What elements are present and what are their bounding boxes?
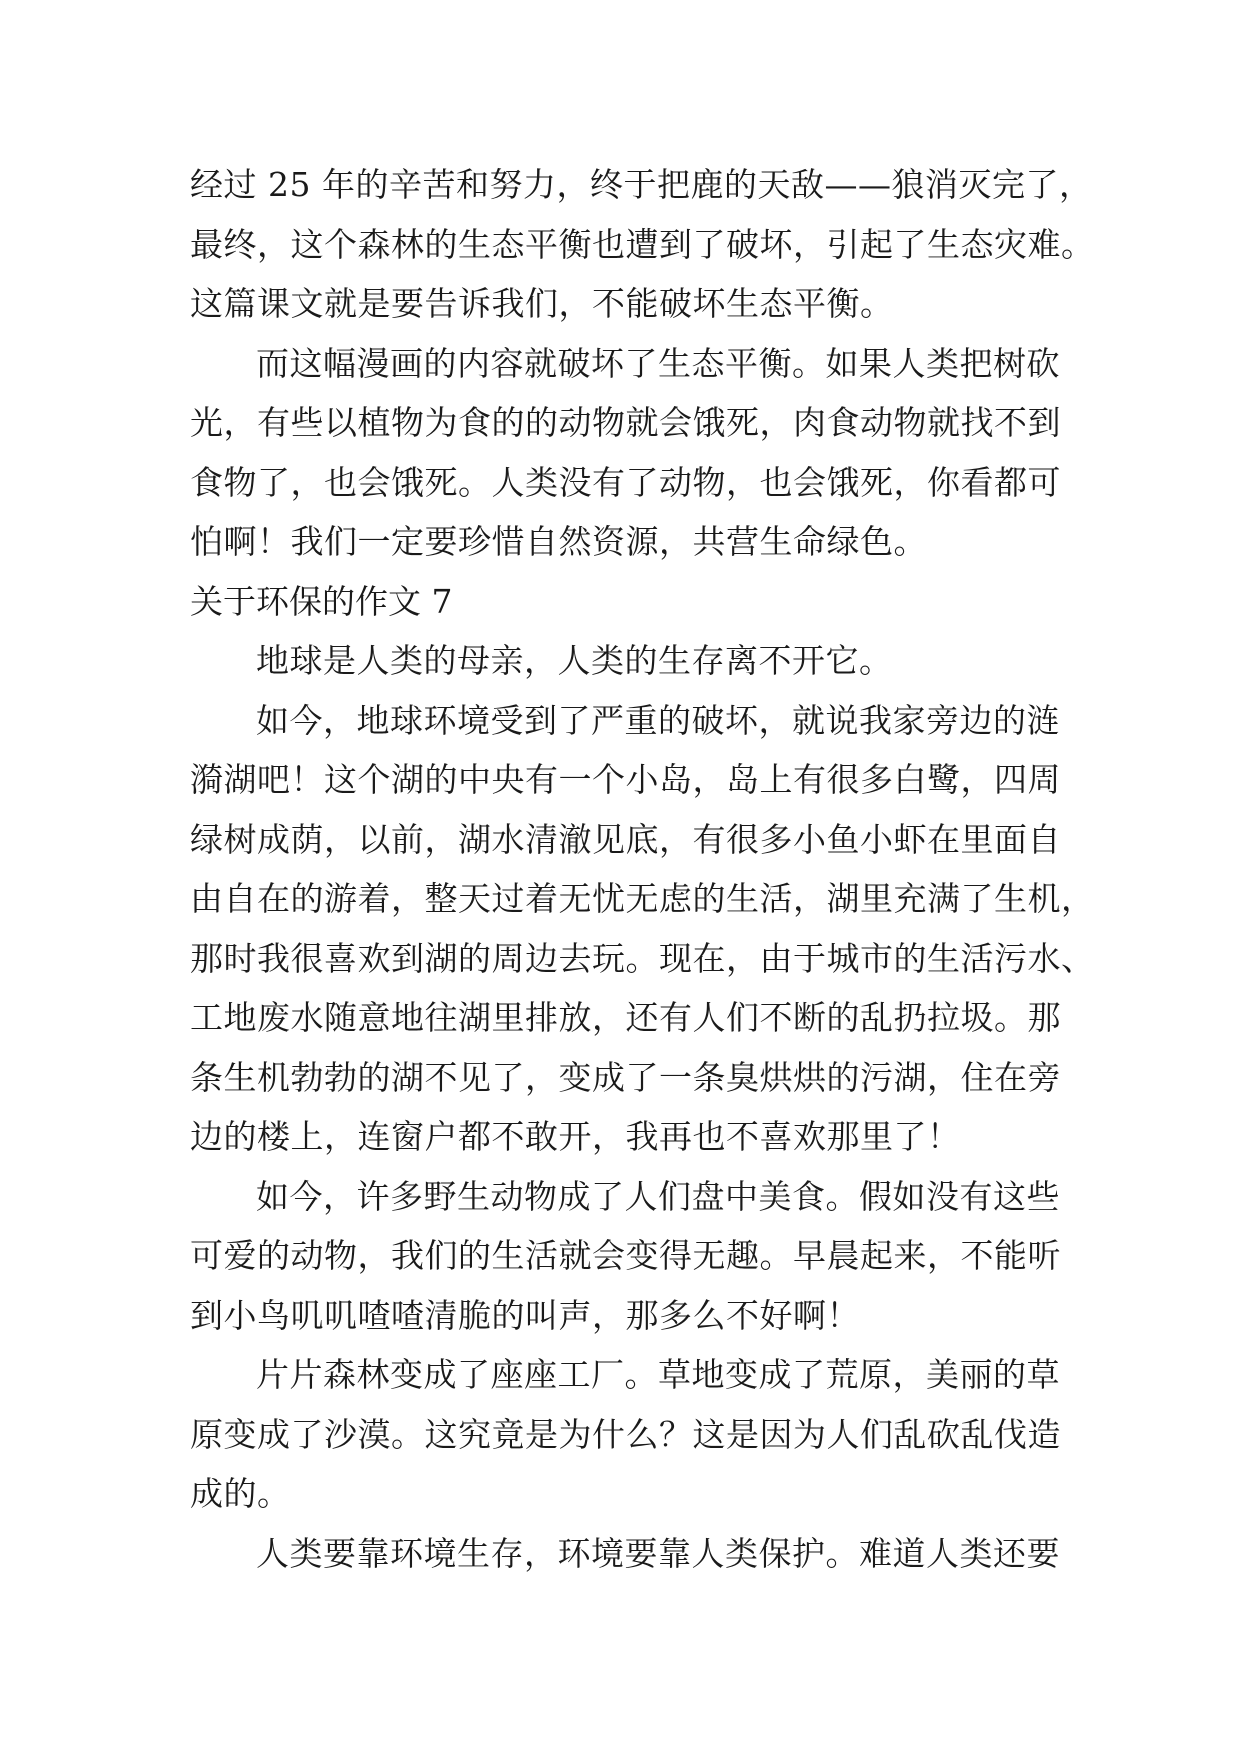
text-line: 经过 25 年的辛苦和努力，终于把鹿的天敌——狼消灭完了，	[190, 165, 1093, 204]
section-heading: 关于环保的作文 7	[190, 581, 453, 621]
paragraph-first-line: 如今，地球环境受到了严重的破坏，就说我家旁边的涟	[256, 700, 1060, 740]
paragraph-first-line: 地球是人类的母亲，人类的生存离不开它。	[256, 641, 893, 680]
text-line: 原变成了沙漠。这究竟是为什么？这是因为人们乱砍乱伐造	[190, 1414, 1061, 1454]
document-body	[190, 155, 1095, 1583]
text-line: 光，有些以植物为食的的动物就会饿死，肉食动物就找不到	[190, 403, 1061, 442]
text-line: 成的。	[190, 1474, 291, 1513]
text-line: 怕啊！我们一定要珍惜自然资源，共营生命绿色。	[190, 522, 927, 561]
text-line: 这篇课文就是要告诉我们，不能破坏生态平衡。	[190, 284, 894, 323]
text-line: 那时我很喜欢到湖的周边去玩。现在，由于城市的生活污水、	[190, 938, 1095, 978]
text-line: 漪湖吧！这个湖的中央有一个小岛，岛上有很多白鹭，四周	[190, 760, 1061, 799]
paragraph-first-line: 如今，许多野生动物成了人们盘中美食。假如没有这些	[256, 1176, 1060, 1216]
text-line: 可爱的动物，我们的生活就会变得无趣。早晨起来，不能听	[190, 1236, 1061, 1275]
text-line: 到小鸟叽叽喳喳清脆的叫声，那多么不好啊！	[190, 1295, 860, 1335]
text-line: 边的楼上，连窗户都不敢开，我再也不喜欢那里了！	[190, 1117, 961, 1156]
paragraph-first-line: 人类要靠环境生存，环境要靠人类保护。难道人类还要	[256, 1533, 1060, 1573]
text-line: 条生机勃勃的湖不见了，变成了一条臭烘烘的污湖，住在旁	[190, 1057, 1061, 1097]
text-line: 工地废水随意地往湖里排放，还有人们不断的乱扔拉圾。那	[190, 998, 1061, 1037]
text-line: 由自在的游着，整天过着无忧无虑的生活，湖里充满了生机，	[190, 879, 1095, 918]
text-line: 绿树成荫，以前，湖水清澈见底，有很多小鱼小虾在里面自	[190, 819, 1061, 859]
paragraph-first-line: 而这幅漫画的内容就破坏了生态平衡。如果人类把树砍	[256, 343, 1060, 383]
paragraph-first-line: 片片森林变成了座座工厂。草地变成了荒原，美丽的草	[256, 1355, 1060, 1394]
text-line: 最终，这个森林的生态平衡也遭到了破坏，引起了生态灾难。	[190, 224, 1095, 264]
text-line: 食物了，也会饿死。人类没有了动物，也会饿死，你看都可	[190, 462, 1061, 502]
